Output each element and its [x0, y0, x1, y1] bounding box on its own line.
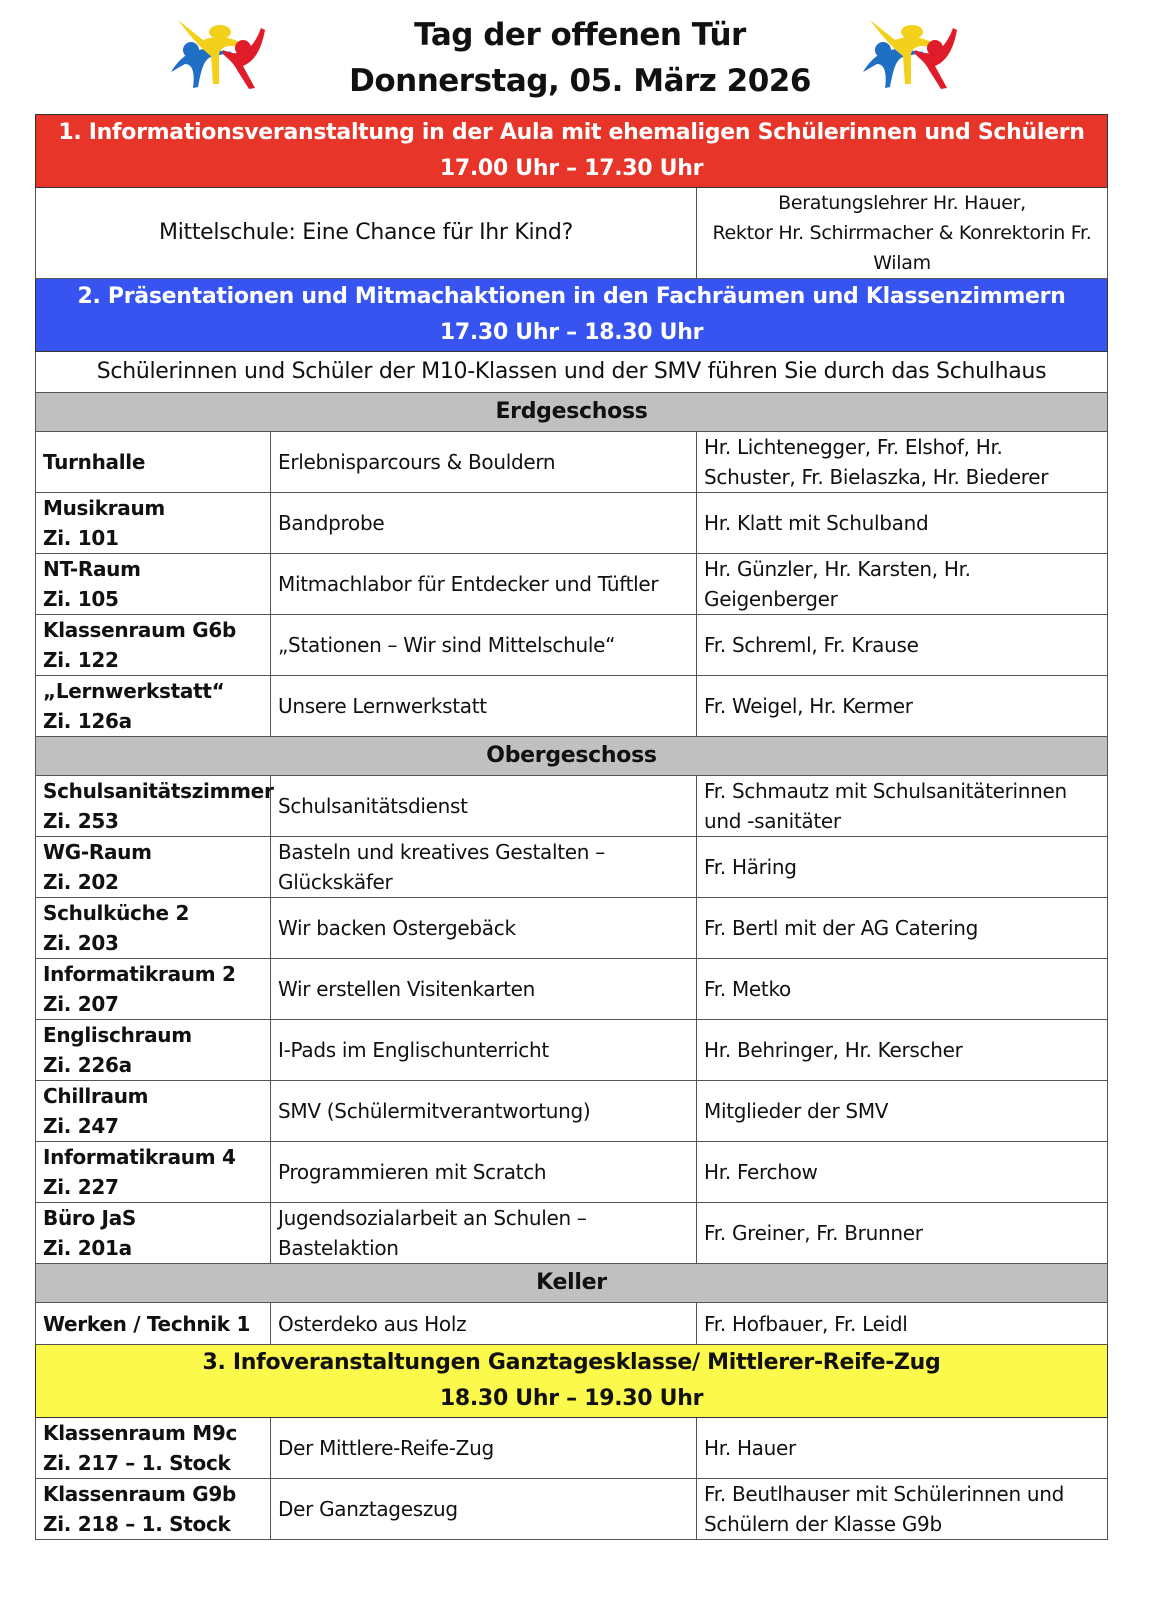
- room-name: Turnhalle: [43, 450, 146, 474]
- title-line-1: Tag der offenen Tür: [414, 17, 746, 53]
- room-number: Zi. 203: [43, 931, 119, 955]
- staff-cell: Fr. Beutlhauser mit Schülerinnen und Schülern der Klasse G9b: [697, 1479, 1108, 1540]
- room-cell: [36, 554, 271, 615]
- staff-cell: Hr. Klatt mit Schulband: [697, 493, 1108, 554]
- room-name: Schulsanitätszimmer: [43, 779, 274, 803]
- room-cell: [36, 898, 271, 959]
- room-number: Zi. 207: [43, 992, 119, 1016]
- activity-cell: Der Ganztageszug: [271, 1479, 697, 1540]
- activity-cell: Basteln und kreatives Gestalten – Glückskäfer: [271, 837, 697, 898]
- activity-cell: Programmieren mit Scratch: [271, 1142, 697, 1203]
- room-number: Zi. 227: [43, 1175, 119, 1199]
- room-number: Zi. 226a: [43, 1053, 132, 1077]
- room-number: Zi. 101: [43, 526, 119, 550]
- room-name: Englischraum: [43, 1023, 192, 1047]
- section-1-row: [36, 188, 1108, 279]
- activity-cell: Wir backen Ostergebäck: [271, 898, 697, 959]
- room-number: Zi. 126a: [43, 709, 132, 733]
- people-logo-icon: [855, 12, 965, 92]
- table-row: [36, 1142, 1108, 1203]
- speakers-line-2: Rektor Hr. Schirrmacher & Konrektorin Fr. Wilam: [712, 222, 1092, 274]
- section-2-time: 17.30 Uhr – 18.30 Uhr: [439, 320, 704, 345]
- room-cell: [36, 1020, 271, 1081]
- room-name: Werken / Technik 1: [43, 1311, 251, 1336]
- room-number: Zi. 253: [43, 809, 119, 833]
- section-1-title: 1. Informationsveranstaltung in der Aula mit ehemaligen Schülerinnen und Schülern: [58, 120, 1085, 145]
- staff-cell: Fr. Häring: [697, 837, 1108, 898]
- room-number: Zi. 201a: [43, 1236, 132, 1260]
- table-row: [36, 432, 1108, 493]
- room-cell: [36, 1203, 271, 1264]
- table-row: [36, 615, 1108, 676]
- staff-cell: Hr. Behringer, Hr. Kerscher: [697, 1020, 1108, 1081]
- staff-cell: Hr. Günzler, Hr. Karsten, Hr. Geigenberger: [697, 554, 1108, 615]
- floor-name: Keller: [36, 1264, 1108, 1303]
- room-cell: [36, 1418, 271, 1479]
- activity-cell: Jugendsozialarbeit an Schulen – Bastelaktion: [271, 1203, 697, 1264]
- activity-cell: Schulsanitätsdienst: [271, 776, 697, 837]
- title-line-2: Donnerstag, 05. März 2026: [349, 63, 811, 99]
- staff-cell: Fr. Schmautz mit Schulsanitäterinnen und -sanitäter: [697, 776, 1108, 837]
- table-row: [36, 676, 1108, 737]
- floor-name: Obergeschoss: [36, 737, 1108, 776]
- table-row: [36, 1081, 1108, 1142]
- staff-cell: Hr. Lichtenegger, Fr. Elshof, Hr. Schuster, Fr. Bielaszka, Hr. Biederer: [697, 432, 1108, 493]
- table-row: [36, 837, 1108, 898]
- section-2-intro-text: Schülerinnen und Schüler der M10-Klassen und der SMV führen Sie durch das Schulhaus: [36, 352, 1108, 393]
- room-cell: [36, 493, 271, 554]
- floor-name: Erdgeschoss: [36, 393, 1108, 432]
- section-1-header: [36, 115, 1108, 188]
- activity-cell: Der Mittlere-Reife-Zug: [271, 1418, 697, 1479]
- table-row: [36, 1418, 1108, 1479]
- room-name: Informatikraum 2: [43, 962, 236, 986]
- section-3-title: 3. Infoveranstaltungen Ganztagesklasse/ Mittlerer-Reife-Zug: [202, 1350, 941, 1375]
- table-row: [36, 493, 1108, 554]
- section-3-header: [36, 1345, 1108, 1418]
- room-cell: [36, 432, 271, 493]
- people-logo-icon: [163, 12, 273, 92]
- section-1-speakers: [697, 188, 1108, 279]
- staff-cell: Fr. Hofbauer, Fr. Leidl: [697, 1303, 1108, 1345]
- room-number: Zi. 122: [43, 648, 119, 672]
- room-number: Zi. 218 – 1. Stock: [43, 1512, 231, 1536]
- room-cell: [36, 1303, 271, 1345]
- room-cell: [36, 1142, 271, 1203]
- speakers-line-1: Beratungslehrer Hr. Hauer,: [778, 192, 1026, 214]
- staff-cell: Fr. Bertl mit der AG Catering: [697, 898, 1108, 959]
- staff-cell: Hr. Ferchow: [697, 1142, 1108, 1203]
- room-number: Zi. 105: [43, 587, 119, 611]
- activity-cell: „Stationen – Wir sind Mittelschule“: [271, 615, 697, 676]
- room-name: Chillraum: [43, 1084, 149, 1108]
- table-row: [36, 776, 1108, 837]
- table-row: [36, 554, 1108, 615]
- section-3-time: 18.30 Uhr – 19.30 Uhr: [439, 1386, 704, 1411]
- schedule-table: [35, 114, 1108, 1540]
- staff-cell: Fr. Greiner, Fr. Brunner: [697, 1203, 1108, 1264]
- room-name: Büro JaS: [43, 1206, 136, 1230]
- table-row: [36, 959, 1108, 1020]
- room-name: Informatikraum 4: [43, 1145, 236, 1169]
- staff-cell: Fr. Metko: [697, 959, 1108, 1020]
- room-number: Zi. 217 – 1. Stock: [43, 1451, 231, 1475]
- activity-cell: Erlebnisparcours & Bouldern: [271, 432, 697, 493]
- room-cell: [36, 1081, 271, 1142]
- activity-cell: SMV (Schülermitverantwortung): [271, 1081, 697, 1142]
- staff-cell: Fr. Weigel, Hr. Kermer: [697, 676, 1108, 737]
- staff-cell: Mitglieder der SMV: [697, 1081, 1108, 1142]
- room-cell: [36, 776, 274, 837]
- floor-header: [36, 1264, 1108, 1303]
- table-row: [36, 898, 1108, 959]
- section-1-topic: Mittelschule: Eine Chance für Ihr Kind?: [36, 188, 697, 279]
- table-row: [36, 1020, 1108, 1081]
- staff-cell: Hr. Hauer: [697, 1418, 1108, 1479]
- section-1-time: 17.00 Uhr – 17.30 Uhr: [439, 156, 704, 181]
- page-title: [300, 12, 860, 104]
- room-number: Zi. 202: [43, 870, 119, 894]
- activity-cell: Mitmachlabor für Entdecker und Tüftler: [271, 554, 697, 615]
- floor-header: [36, 737, 1108, 776]
- activity-cell: I-Pads im Englischunterricht: [271, 1020, 697, 1081]
- room-name: WG-Raum: [43, 840, 152, 864]
- room-cell: [36, 1479, 271, 1540]
- section-2-title: 2. Präsentationen und Mitmachaktionen in den Fachräumen und Klassenzimmern: [77, 284, 1066, 309]
- section-2-header: [36, 279, 1108, 352]
- room-name: Musikraum: [43, 496, 165, 520]
- activity-cell: Unsere Lernwerkstatt: [271, 676, 697, 737]
- activity-cell: Wir erstellen Visitenkarten: [271, 959, 697, 1020]
- table-row: [36, 1203, 1108, 1264]
- room-name: Klassenraum G6b: [43, 618, 237, 642]
- room-name: „Lernwerkstatt“: [43, 679, 225, 703]
- room-name: Klassenraum M9c: [43, 1421, 238, 1445]
- staff-cell: Fr. Schreml, Fr. Krause: [697, 615, 1108, 676]
- floor-header: [36, 393, 1108, 432]
- room-cell: [36, 959, 271, 1020]
- section-2-intro: [36, 352, 1108, 393]
- activity-cell: Bandprobe: [271, 493, 697, 554]
- room-name: NT-Raum: [43, 557, 141, 581]
- room-cell: [36, 837, 271, 898]
- table-row: [36, 1479, 1108, 1540]
- table-row: [36, 1303, 1108, 1345]
- room-name: Schulküche 2: [43, 901, 190, 925]
- activity-cell: Osterdeko aus Holz: [271, 1303, 697, 1345]
- room-cell: [36, 676, 271, 737]
- room-number: Zi. 247: [43, 1114, 119, 1138]
- room-name: Klassenraum G9b: [43, 1482, 237, 1506]
- room-cell: [36, 615, 271, 676]
